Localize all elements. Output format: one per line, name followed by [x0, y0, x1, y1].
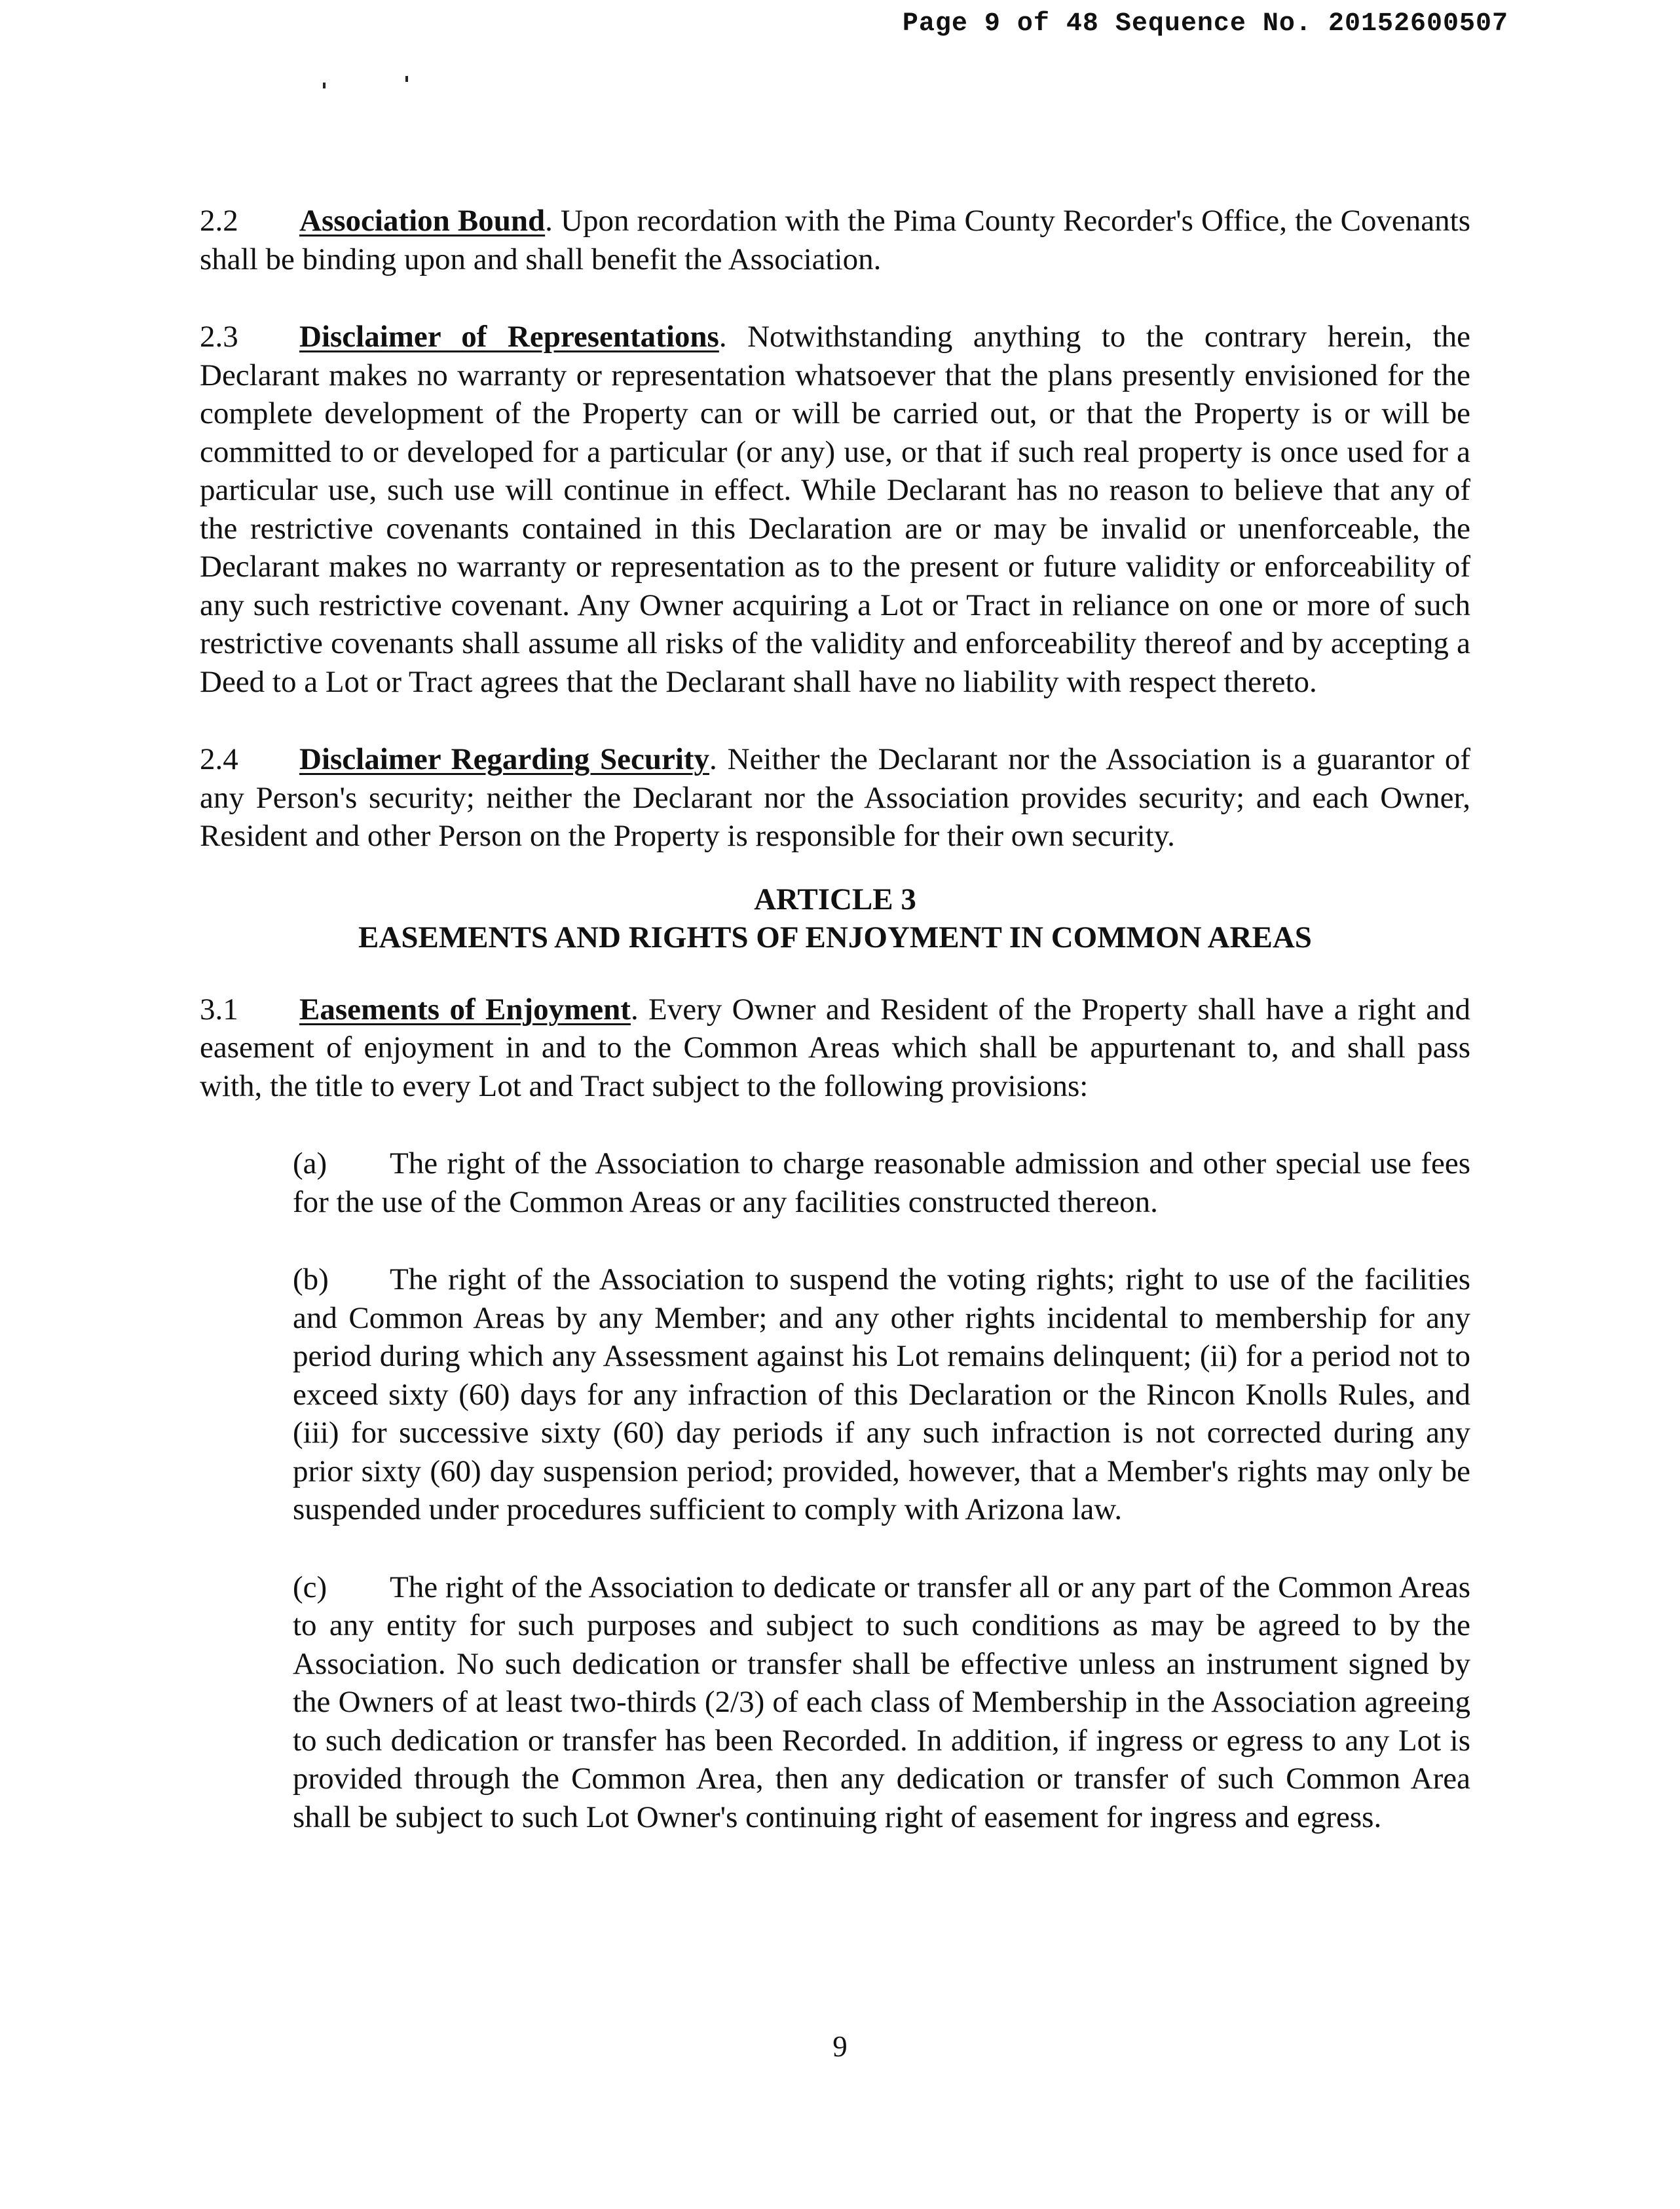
section-number: 2.2	[200, 204, 238, 238]
section-heading: Disclaimer of Representations	[299, 320, 719, 354]
provision-b	[293, 1260, 1470, 1529]
article-title: EASEMENTS AND RIGHTS OF ENJOYMENT IN COMMON AREAS	[358, 920, 1312, 954]
section-3-1	[200, 991, 1470, 1106]
provision-label: (b)	[293, 1262, 329, 1296]
provision-text: The right of the Association to dedicate or transfer all or any part of the Common Areas to any entity for such purposes and subject to such conditions as may be agreed to by the Association. No such dedication or transfer shall be effective unless an instrument signed by the Owners of at least two-thirds (2/3) of each class of Membership in the Association agreeing to such dedication or transfer has been Recorded. In addition, if ingress or egress to any Lot is provided through the Common Area, then any dedication or transfer of such Common Area shall be subject to such Lot Owner's continuing right of easement for ingress and egress.	[293, 1570, 1470, 1834]
scan-speck	[405, 76, 408, 82]
section-2-3	[200, 318, 1470, 701]
section-heading: Association Bound	[299, 204, 546, 238]
provision-text: The right of the Association to suspend the voting rights; right to use of the facilities and Common Areas by any Member; and any other rights incidental to membership for any period during which any Assessment against his Lot remains delinquent; (ii) for a period not to exceed sixty (60) days for any infraction of this Declaration or the Rincon Knolls Rules, and (iii) for successive sixty (60) day periods if any such infraction is not corrected during any prior sixty (60) day suspension period; provided, however, that a Member's rights may only be suspended under procedures sufficient to comply with Arizona law.	[293, 1262, 1470, 1526]
section-text: . Upon recordation with the Pima County Recorder's Office, the Covenants shall be binding upon and shall benefit the Association.	[200, 204, 1471, 276]
section-2-4	[200, 740, 1470, 856]
section-heading: Disclaimer Regarding Security	[299, 742, 710, 776]
article-heading	[200, 880, 1470, 956]
provision-label: (c)	[293, 1570, 327, 1604]
page-number: 9	[832, 2030, 848, 2063]
recording-stamp: Page 9 of 48 Sequence No. 20152600507	[902, 9, 1508, 39]
section-text: . Notwithstanding anything to the contrary herein, the Declarant makes no warranty or representation whatsoever that the plans presently envisioned for the complete development of the Property can or will be carried out, or that the Property is or will be committed to or developed for a particular (or any) use, or that if such real property is once used for a particular use, such use will continue in effect. While Declarant has no reason to believe that any of the restrictive covenants contained in this Declaration are or may be invalid or unenforceable, the Declarant makes no warranty or representation as to the present or future validity or enforceability of any such restrictive covenant. Any Owner acquiring a Lot or Tract in reliance on one or more of such restrictive covenants shall assume all risks of the validity and enforceability thereof and by accepting a Deed to a Lot or Tract agrees that the Declarant shall have no liability with respect thereto.	[200, 320, 1470, 699]
section-heading: Easements of Enjoyment	[299, 992, 631, 1027]
section-text: . Neither the Declarant nor the Association is a guarantor of any Person's security; neither the Declarant nor the Association provides security; and each Owner, Resident and other Person on the Property is responsible for their own security.	[200, 742, 1470, 853]
section-number: 3.1	[200, 992, 238, 1027]
scan-speck	[323, 83, 326, 88]
section-text: . Every Owner and Resident of the Property shall have a right and easement of enjoyment in and to the Common Areas which shall be appurtenant to, and shall pass with, the title to every Lot and Tract subject to the following provisions:	[200, 992, 1470, 1103]
section-2-2	[200, 202, 1470, 278]
provision-c	[293, 1568, 1470, 1837]
article-label: ARTICLE 3	[754, 882, 916, 916]
section-number: 2.3	[200, 320, 238, 354]
provision-text: The right of the Association to charge reasonable admission and other special use fees for the use of the Common Areas or any facilities constructed thereon.	[293, 1146, 1470, 1219]
section-number: 2.4	[200, 742, 238, 776]
document-body	[200, 202, 1470, 1876]
provision-a	[293, 1144, 1470, 1221]
provision-label: (a)	[293, 1146, 327, 1180]
